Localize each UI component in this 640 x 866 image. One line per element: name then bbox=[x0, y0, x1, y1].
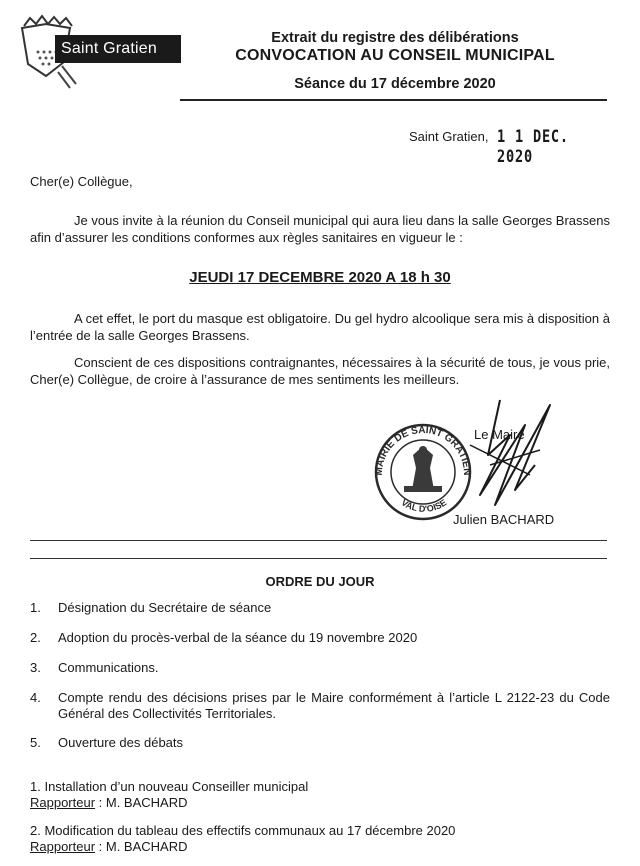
agenda-item bbox=[30, 630, 610, 646]
meeting-date: JEUDI 17 DECEMBRE 2020 A 18 h 30 bbox=[189, 269, 451, 286]
agenda-item-number: 4. bbox=[30, 690, 41, 705]
agenda-item-text: Communications. bbox=[58, 660, 159, 675]
divider bbox=[30, 540, 607, 541]
agenda-title: ORDRE DU JOUR bbox=[265, 574, 375, 589]
agenda-item bbox=[30, 600, 610, 616]
mask-paragraph: A cet effet, le port du masque est obligatoire. Du gel hydro alcoolique sera mis à disposition à l’entrée de la salle Georges Brassens. bbox=[30, 311, 610, 343]
logo-label: Saint Gratien bbox=[55, 35, 181, 63]
agenda-item-text: Désignation du Secrétaire de séance bbox=[58, 600, 272, 615]
header-register-extract: Extrait du registre des délibérations bbox=[271, 30, 519, 46]
mayor-title: Le Maire bbox=[474, 427, 525, 442]
agenda-item-number: 1. bbox=[30, 600, 41, 615]
agenda-item bbox=[30, 660, 610, 676]
deliberation-item bbox=[30, 779, 308, 811]
saint-gratien-logo bbox=[18, 14, 168, 90]
rapporteur-label: Rapporteur bbox=[30, 795, 96, 810]
greeting: Cher(e) Collègue, bbox=[30, 174, 133, 189]
deliberation-title: 1. Installation d’un nouveau Conseiller municipal bbox=[30, 779, 309, 794]
rapporteur-label: Rapporteur bbox=[30, 839, 96, 854]
closing-paragraph: Conscient de ces dispositions contraignantes, nécessaires à la sécurité de tous, je vous prie, Cher(e) Collègue, de croire à l’assurance de mes sentiments les meilleurs. bbox=[30, 355, 610, 387]
deliberation-title: 2. Modification du tableau des effectifs communaux au 17 décembre 2020 bbox=[30, 823, 456, 838]
seal-bottom-text: VAL D'OISE bbox=[399, 497, 449, 514]
deliberation-item bbox=[30, 823, 455, 855]
header-divider bbox=[180, 99, 607, 101]
rapporteur-line bbox=[30, 795, 308, 811]
rapporteur-name: : M. BACHARD bbox=[95, 839, 188, 854]
agenda-item-number: 5. bbox=[30, 735, 41, 750]
agenda-item-number: 3. bbox=[30, 660, 41, 675]
agenda-item bbox=[30, 690, 610, 722]
date-stamp: 1 1 DEC. 2020 bbox=[497, 127, 569, 167]
place-label: Saint Gratien, bbox=[409, 129, 489, 144]
rapporteur-line bbox=[30, 839, 455, 855]
divider bbox=[30, 558, 607, 559]
agenda-item-text: Compte rendu des décisions prises par le Maire conformément à l’article L 2122-23 du Code Général des Collectivités Territoriales. bbox=[58, 690, 610, 721]
seal-top-text: MAIRIE DE SAINT GRATIEN bbox=[373, 424, 473, 476]
agenda-item bbox=[30, 735, 610, 751]
agenda-item-text: Ouverture des débats bbox=[58, 735, 184, 750]
header-session-date: Séance du 17 décembre 2020 bbox=[294, 76, 496, 92]
mayor-name: Julien BACHARD bbox=[453, 512, 555, 527]
invitation-paragraph: Je vous invite à la réunion du Conseil municipal qui aura lieu dans la salle Georges Brassens afin d’assurer les conditions conformes aux règles sanitaires en vigueur le : bbox=[30, 213, 610, 245]
rapporteur-name: : M. BACHARD bbox=[95, 795, 188, 810]
agenda-item-text: Adoption du procès-verbal de la séance du 19 novembre 2020 bbox=[58, 630, 418, 645]
header-title: CONVOCATION AU CONSEIL MUNICIPAL bbox=[235, 47, 555, 64]
handwritten-signature bbox=[440, 395, 560, 515]
agenda-item-number: 2. bbox=[30, 630, 41, 645]
